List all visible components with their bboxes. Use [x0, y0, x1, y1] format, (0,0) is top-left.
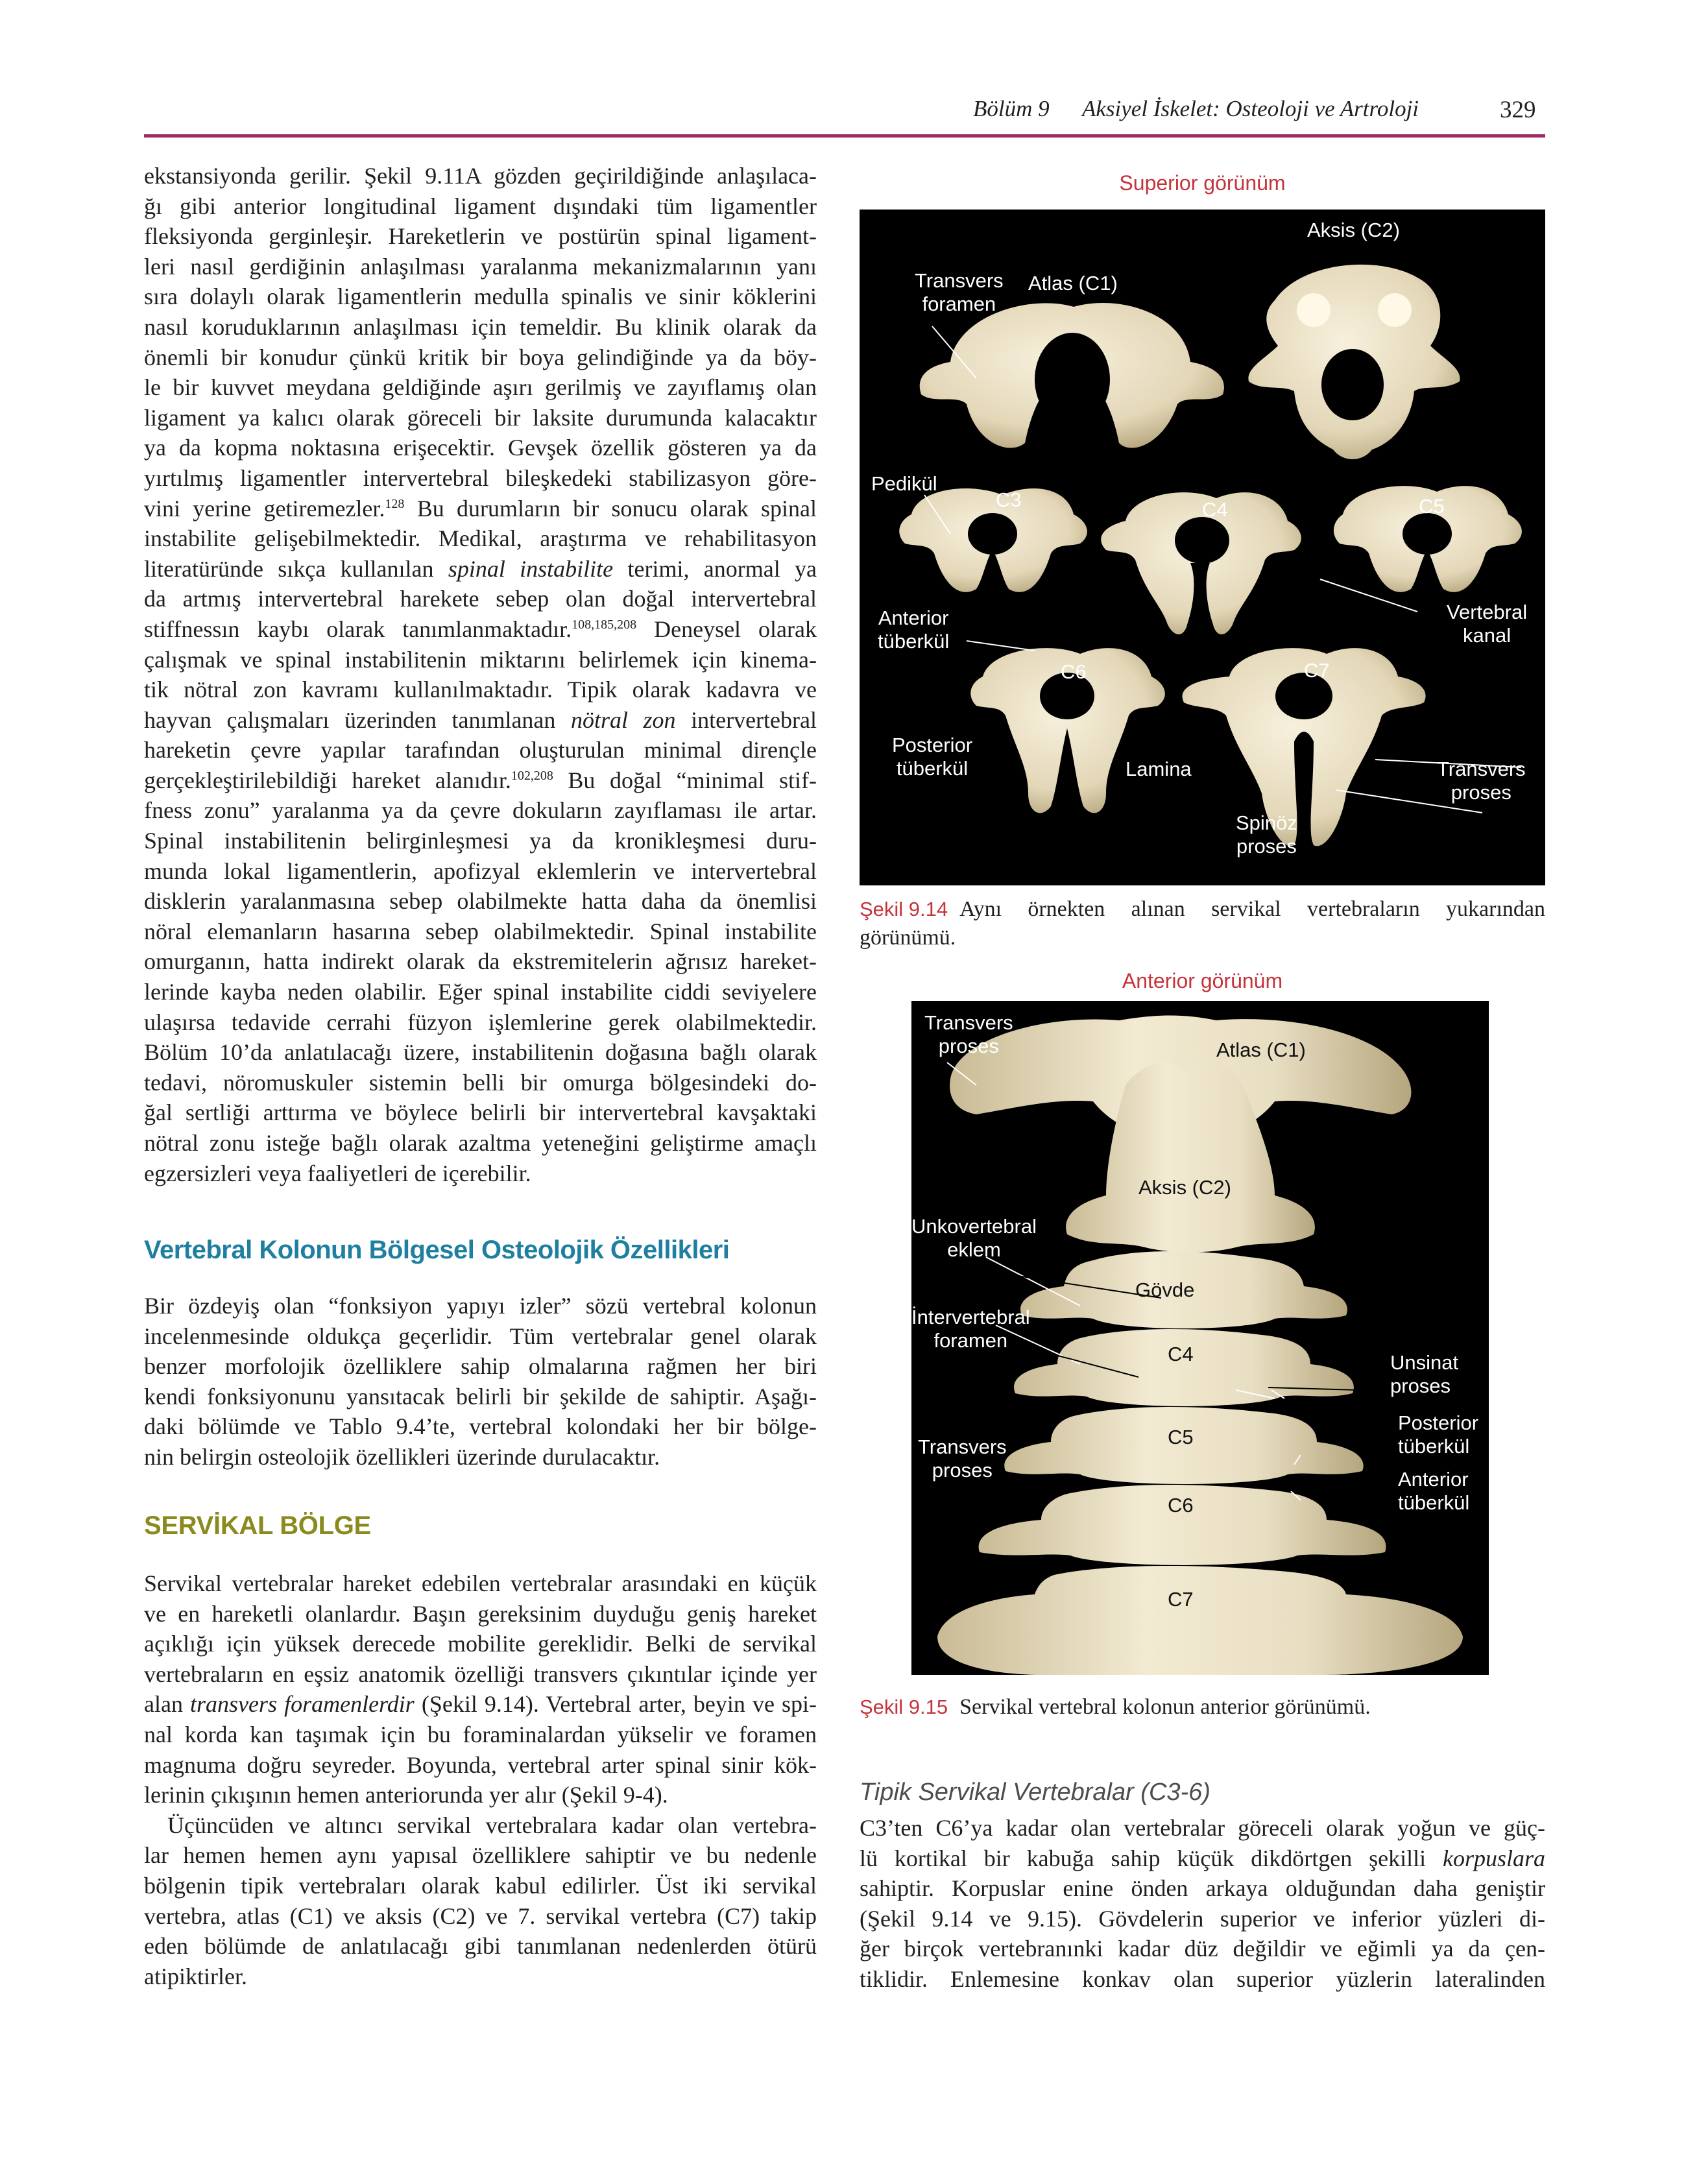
citation: 102,208 — [511, 768, 553, 783]
text-line: nöral elemanların hasarına sebep olabilmektedir. Spinal instabilite — [144, 918, 817, 944]
text-line: tiklidir. Enlemesine konkav olan superior yüzlerin lateralinden — [860, 1965, 1545, 1992]
text-line: açıklığı için yüksek derecede mobilite gereklidir. Belki de servikal — [144, 1631, 817, 1657]
label-atlas: Atlas (C1) — [1028, 272, 1118, 294]
text-line: sıra dolaylı olarak ligamentlerin medulla spinalis ve sinir köklerini — [144, 283, 817, 310]
figure-number: Şekil 9.14 — [860, 898, 948, 920]
text-line: atipiktirler. — [144, 1963, 247, 1989]
text-line: önemli bir konudur çünkü kritik bir boya gelindiğinde ya da böy- — [144, 344, 817, 370]
text-line: magnuma doğru seyreder. Boyunda, vertebral arter spinal sinir kök- — [144, 1751, 817, 1778]
text-line: Bir özdeyiş olan “fonksiyon yapıyı izler” sözü vertebral kolonun — [144, 1293, 817, 1319]
text-line: fleksiyonda gerginleşir. Hareketlerin ve postürün spinal ligament- — [144, 223, 817, 250]
text-line: daki bölümde ve Tablo 9.4’te, vertebral kolondaki her bir bölge- — [144, 1413, 817, 1440]
text-line: hayvan çalışmaları üzerinden tanımlanan nötral zon intervertebral — [144, 706, 817, 733]
label-c4: C4 — [1168, 1343, 1194, 1365]
text-line: lerinin çıkışının hemen anteriorunda yer alır (Şekil 9-4). — [144, 1782, 668, 1808]
text-line: Servikal vertebralar hareket edebilen vertebralar arasındaki en küçük — [144, 1570, 817, 1596]
text-line: nötral zonu isteğe bağlı olarak azaltma yeteneğini geliştirme amaçlı — [144, 1130, 817, 1156]
text-line: ğer birçok vertebranınki kadar düz değildir ve eğimli ya da çen- — [860, 1936, 1545, 1962]
caption-text: görünümü. — [860, 926, 956, 950]
label-spinoz-proses: Spinöz proses — [1236, 811, 1297, 858]
text-line: tedavi, nöromuskuler sistemin belli bir omurga bölgesindeki do- — [144, 1069, 817, 1096]
label-c4: C4 — [1202, 498, 1228, 521]
text-line: sahiptir. Korpuslar enine önden arkaya olduğundan daha geniştir — [860, 1875, 1545, 1902]
text-line: lü kortikal bir kabuğa sahip küçük dikdörtgen şekilli korpuslara — [860, 1845, 1545, 1871]
text-line: alan transvers foramenlerdir (Şekil 9.14). Vertebral arter, beyin ve spi- — [144, 1691, 817, 1718]
atlas-vertebra — [920, 303, 1224, 448]
page-number: 329 — [1500, 97, 1536, 123]
figure-9-15-title: Anterior görünüm — [1122, 969, 1283, 992]
text-line: stiffnessın kaybı olarak tanımlanmaktadır.$^{108,185,208}$ Deneysel olarak — [144, 616, 817, 642]
text-line: munda lokal ligamentlerin, apofizyal eklemlerin ve intervertebral — [144, 858, 817, 884]
text-line: nin belirgin osteolojik özellikleri üzerinde durulacaktır. — [144, 1443, 660, 1470]
label-transvers-proses-bottom: Transvers proses — [918, 1435, 1007, 1482]
label-unsinat-proses: Unsinat proses — [1390, 1351, 1459, 1397]
text-line: gerçekleştirilebildiği hareket alanıdır.$^{102,208}$ Bu doğal “minimal stif- — [144, 767, 817, 793]
text-line: instabilite gelişebilmektedir. Medikal, araştırma ve rehabilitasyon — [144, 525, 817, 552]
figure-9-14-caption — [860, 895, 1545, 952]
citation: 108,185,208 — [572, 617, 637, 632]
text-line: ekstansiyonda gerilir. Şekil 9.11A gözden geçirildiğinde anlaşılaca- — [144, 163, 817, 189]
text-line: lerinde kayba neden olabilir. Eğer spinal instabilite ciddi seviyelere — [144, 979, 817, 1005]
figure-9-15-caption — [860, 1693, 1545, 1722]
term-korpuslar: korpuslara — [1442, 1845, 1545, 1871]
label-govde: Gövde — [1135, 1278, 1195, 1301]
text-line: ligament ya kalıcı olarak göreceli bir laksite durumunda kalacaktır — [144, 404, 817, 431]
text-line: ulaşırsa tedavide cerrahi füzyon işlemlerine gerek olabilmektedir. — [144, 1009, 817, 1035]
caption-text: Servikal vertebral kolonun anterior görünümü. — [959, 1695, 1371, 1719]
label-aksis: Aksis (C2) — [1307, 219, 1400, 241]
text-line: leri nasıl gerdiğinin anlaşılması yaralanma mekanizmalarının yanı — [144, 253, 817, 280]
label-c5: C5 — [1419, 495, 1445, 518]
c4-anterior — [1014, 1329, 1354, 1406]
section-heading-regional-osteology: Vertebral Kolonun Bölgesel Osteolojik Özellikleri — [144, 1236, 730, 1264]
term-spinal-instabilite: spinal instabilite — [448, 555, 614, 582]
paragraph-function-structure — [144, 1291, 817, 1472]
figure-9-14-photo — [860, 210, 1545, 885]
text-line: ya da kopma noktasına erişecektir. Gevşek özellik gösteren ya da — [144, 435, 817, 461]
text-line: vertebraların en eşsiz anatomik özelliği transvers çıkıntılar içinde yer — [144, 1661, 817, 1687]
header-chapter: Bölüm 9 — [973, 96, 1050, 121]
paragraph-tipik-servikal — [860, 1813, 1545, 1995]
text-line: vertebra, atlas (C1) ve aksis (C2) ve 7. servikal vertebra (C7) takip — [144, 1902, 817, 1929]
text-line: yırtılmış ligamentler intervertebral bileşkedeki stabilizasyon göre- — [144, 464, 817, 491]
figure-number: Şekil 9.15 — [860, 1696, 948, 1718]
label-vertebral-kanal: Vertebral kanal — [1447, 601, 1528, 647]
label-c6: C6 — [1168, 1494, 1194, 1517]
left-column — [144, 161, 817, 1188]
term-transvers-foramenler: transvers foramenlerdir — [190, 1691, 415, 1718]
label-c5: C5 — [1168, 1426, 1194, 1448]
text-line: lar hemen hemen aynı yapısal özelliklere sahiptir ve bu nedenle — [144, 1842, 817, 1869]
text-line: hareketin çevre yapılar tarafından oluşturulan minimal dirençle — [144, 737, 817, 763]
text-line: ğı gibi anterior longitudinal ligament dışındaki tüm ligamentler — [144, 193, 817, 219]
label-aksis: Aksis (C2) — [1138, 1176, 1231, 1199]
text-line: bölgenin tipik vertebraları olarak kabul edilirler. Üst iki servikal — [144, 1872, 817, 1899]
label-unkovertebral-eklem: Unkovertebral eklem — [911, 1215, 1037, 1261]
text-line: eden bölümde de anlatılacağı gibi tanımlanan nedenlerden ötürü — [144, 1933, 817, 1960]
text-line: ğal sertliği arttırma ve böylece belirli bir intervertebral kavşaktaki — [144, 1099, 817, 1126]
caption-text: Aynı örnekten alınan servikal vertebraların yukarından — [959, 897, 1545, 921]
text-line: Üçüncüden ve altıncı servikal vertebralara kadar olan vertebra- — [167, 1812, 817, 1838]
text-line: nal korda kan taşımak için bu foraminalardan yükselir ve foramen — [144, 1721, 817, 1747]
c3-vertebra — [899, 488, 1087, 592]
text-line: tik nötral zon kavramı kullanılmaktadır. Tipik olarak kadavra ve — [144, 677, 817, 703]
figure-9-14-title: Superior görünüm — [1119, 171, 1286, 195]
text-line: kendi fonksiyonunu yansıtacak belirli bir şekilde de sahiptir. Aşağı- — [144, 1383, 817, 1410]
label-transvers-proses-top: Transvers proses — [924, 1011, 1013, 1057]
label-c7: C7 — [1304, 659, 1330, 682]
label-intervertebral-foramen: İntervertebral foramen — [911, 1306, 1030, 1352]
c4-vertebra — [1101, 492, 1301, 634]
text-line: çalışmak ve spinal instabilitenin miktarını belirlemek için kinema- — [144, 646, 817, 673]
text-line: da artmış intervertebral harekete sebep olan doğal intervertebral — [144, 586, 817, 612]
label-transvers-foramen: Transvers foramen — [915, 269, 1004, 315]
label-posterior-tuberkul: Posterior tüberkül — [1398, 1411, 1479, 1458]
text-line: Spinal instabilitenin belirginleşmesi ya da kronikleşmesi duru- — [144, 828, 817, 854]
text-line: omurganın, hatta indirekt olarak da ekstremitelerin ağrısız hareket- — [144, 948, 817, 975]
header-title: Aksiyel İskelet: Osteoloji ve Artroloji — [1082, 96, 1419, 121]
label-transvers-proses: Transvers proses — [1437, 758, 1526, 804]
label-anterior-tuberkul: Anterior tüberkül — [878, 606, 950, 653]
text-line: nasıl koruduklarının anlaşılması için temeldir. Bu klinik olarak da — [144, 313, 817, 340]
text-line: incelenmesinde oldukça geçerlidir. Tüm vertebralar genel olarak — [144, 1323, 817, 1349]
paragraph-servikal-vertebralar — [144, 1568, 817, 1991]
figure-9-15-photo — [911, 1001, 1489, 1675]
text-line: Bölüm 10’da anlatılacağı üzere, instabilitenin doğasına bağlı olarak — [144, 1039, 817, 1066]
text-line: C3’ten C6’ya kadar olan vertebralar göreceli olarak yoğun ve güç- — [860, 1815, 1545, 1841]
running-header — [0, 0, 1686, 143]
axis-vertebra — [1248, 265, 1460, 459]
label-lamina: Lamina — [1126, 758, 1192, 780]
citation: 128 — [385, 496, 405, 511]
header-rule — [144, 134, 1545, 138]
label-posterior-tuberkul: Posterior tüberkül — [892, 734, 973, 780]
label-c7: C7 — [1168, 1588, 1194, 1611]
label-c6: C6 — [1061, 660, 1087, 683]
label-pedikul: Pedikül — [871, 472, 937, 495]
label-anterior-tuberkul: Anterior tüberkül — [1398, 1468, 1470, 1514]
c7-anterior — [937, 1566, 1463, 1675]
label-c3: C3 — [996, 488, 1022, 511]
text-line: egzersizleri veya faaliyetleri de içerebilir. — [144, 1160, 531, 1186]
subsection-heading-tipik-servikal: Tipik Servikal Vertebralar (C3-6) — [860, 1779, 1210, 1806]
text-line: benzer morfolojik özelliklere sahip olmalarına rağmen her biri — [144, 1353, 817, 1380]
paragraph-ligament-instability — [144, 161, 817, 1188]
text-line: disklerin yaralanmasına sebep olabilmekte hatta daha da önemlisi — [144, 888, 817, 915]
text-line: ve en hareketli olanlardır. Başın gereksinim duyduğu geniş hareket — [144, 1600, 817, 1627]
text-line: fness zonu” yaralanma ya da çevre dokuların zayıflaması ile artar. — [144, 797, 817, 824]
term-notral-zon: nötral zon — [570, 706, 676, 733]
text-line: literatüründe sıkça kullanılan spinal instabilite terimi, anormal ya — [144, 555, 817, 582]
text-line: (Şekil 9.14 ve 9.15). Gövdelerin superior ve inferior yüzleri di- — [860, 1905, 1545, 1932]
section-heading-servikal: SERVİKAL BÖLGE — [144, 1511, 371, 1540]
label-atlas: Atlas (C1) — [1216, 1038, 1306, 1061]
text-line: le bir kuvvet meydana geldiğinde aşırı gerilmiş ve zayıflamış olan — [144, 374, 817, 401]
text-line: vini yerine getiremezler.$^{128}$ Bu durumların bir sonucu olarak spinal — [144, 495, 817, 522]
